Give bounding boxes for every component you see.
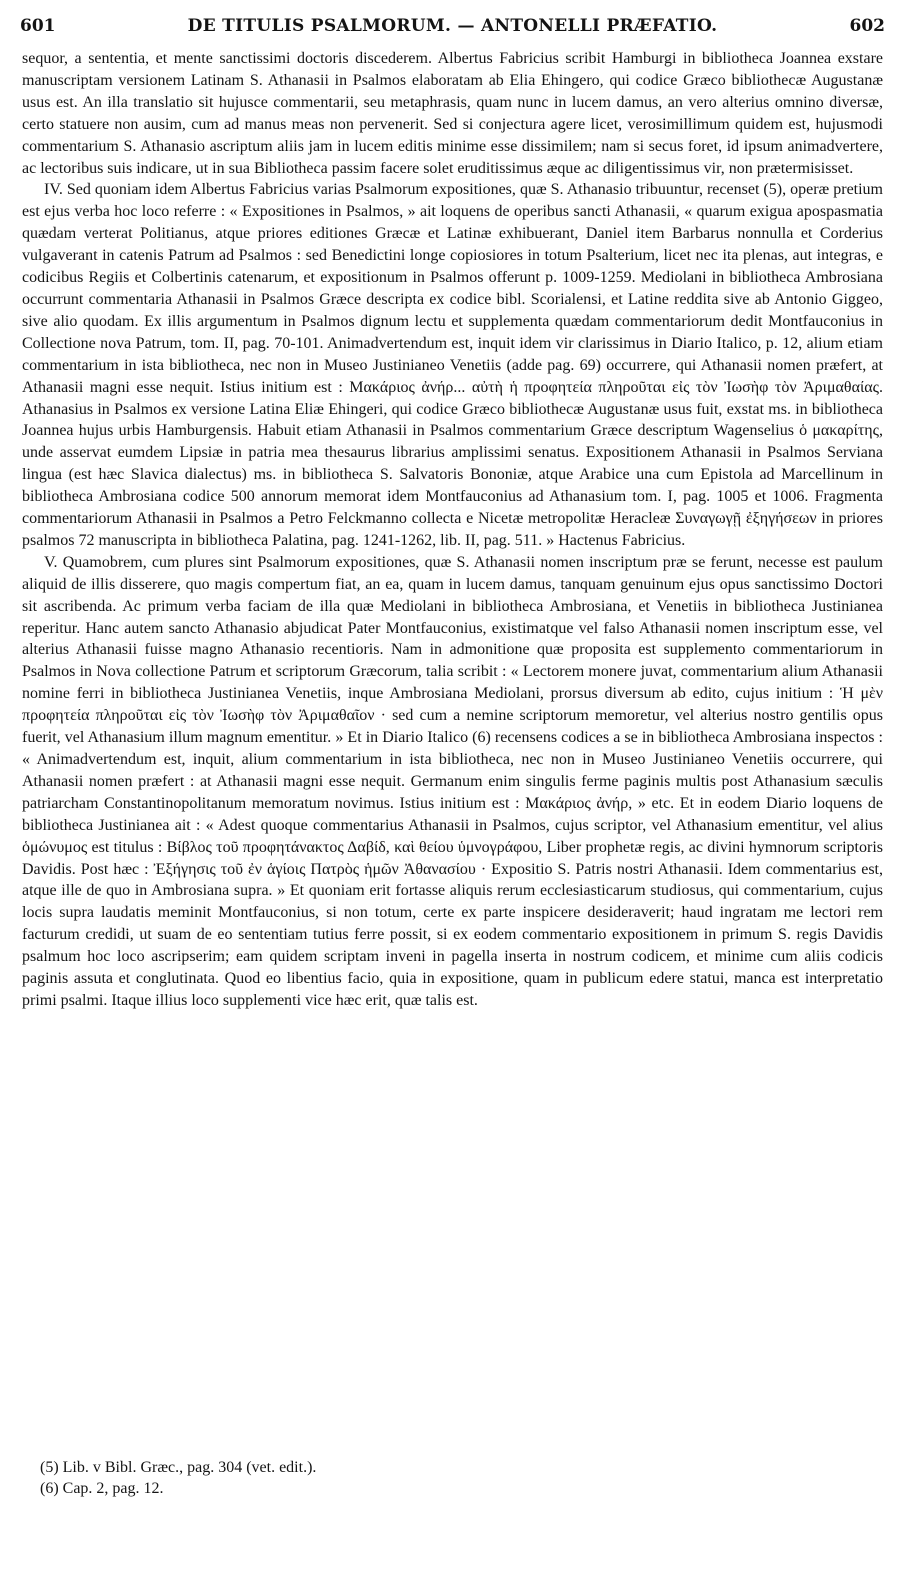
body-text [22,48,883,1012]
page-number-right: 602 [849,16,885,36]
footnote-5: (5) Lib. v Bibl. Græc., pag. 304 (vet. edit.). [40,1459,317,1476]
running-header [20,16,885,42]
paragraph-continuation: sequor, a sententia, et mente sanctissimi doctoris discederem. Albertus Fabricius scribit Hamburgi in bibliotheca Joannea exstare manuscriptam versionem Latinam S. Athanasii in Psalmos elaboratam ab Elia Ehingero, qui codice Græco bibliothecæ Augustanæ usus est. An illa translatio sit hujusce commentarii, seu metaphrasis, quam nunc in lucem damus, an vero alterius omnino diversæ, certo statuere non ausim, cum ad manus meas non pervenerit. Sed si conjectura agere licet, verosimillimum quidem est, hujusmodi commentarium S. Athanasio ascriptum aliis jam in lucem editis minime esse dissimilem; nam si secus foret, id ipsum animadvertere, ac lectoribus suis indicare, ut in sua Bibliotheca passim facere solet eruditissimus æque ac diligentissimus vir, non prætermisisset. [22,50,883,177]
paragraph-v: V. Quamobrem, cum plures sint Psalmorum expositiones, quæ S. Athanasii nomen inscriptum præ se ferunt, necesse est paulum aliquid de illis disserere, quo magis compertum fiat, an ea, quam in lucem damus, tanquam genuinum ejus opus sanctissimo Doctori sit ascribenda. Ac primum verba faciam de illa quæ Mediolani in bibliotheca Ambrosiana, et Venetiis in bibliotheca Justinianea reperitur. Hanc autem sancto Athanasio abjudicat Pater Montfauconius, existimatque vel falso Athanasii nomen inscriptum esse, vel alterius Athanasii fuisse magno Athanasio recentioris. Nam in admonitione quæ proposita est supplemento commentariorum in Psalmos in Nova collectione Patrum et scriptorum Græcorum, talia scribit : « Lectorem monere juvat, commentarium alium Athanasii nomine ferri in bibliotheca Justinianea Venetiis, inque Ambrosiana Mediolani, prorsus diversum ab edito, cujus initium : Ἡ μὲν προφητεία πληροῦται εἰς τὸν Ἰωσὴφ τὸν Ἀριμαθαῖον · sed cum a nemine scriptorum memoretur, vel alterius nostro gentilis opus fuerit, vel Athanasium illum magnum ementitur. » Et in Diario Italico (6) recensens codices a se in bibliotheca Ambrosiana inspectos : « Animadvertendum est, inquit, alium commentarium in ista bibliotheca, nec non in Museo Justinianeo Venetiis occurrere, qui Athanasii nomen præfert : at Athanasii magni esse nequit. Germanum enim singulis ferme paginis multis post Athanasium sæculis patriarcham Constantinopolitanum memoratum novimus. Istius initium est : Μακάριος ἀνήρ, » etc. Et in eodem Diario loquens de bibliotheca Justinianea ait : « Adest quoque commentarius Athanasii in Psalmos, cujus scriptor, vel Athanasium ementitur, vel alius ὁμώνυμος est titulus : Βίβλος τοῦ προφητάνακτος Δαβίδ, καὶ θείου ὑμνογράφου, Liber prophetæ regis, ac divini hymnorum scriptoris Davidis. Post hæc : Ἐξήγησις τοῦ ἐν ἁγίοις Πατρὸς ἡμῶν Ἀθανασίου · Expositio S. Patris nostri Athanasii. Idem commentarius est, atque ille de quo in Ambrosiana supra. » Et quoniam erit fortasse aliquis rerum ecclesiasticarum studiosus, qui commentarium, cujus locis supra laudatis meminit Montfauconius, si non totum, certe ex parte inspicere desideraverit; haud ingratam me lectori rem facturum credidi, ut suam de eo sententiam tutius ferre possit, si ex eodem commentario expositionem in primum S. regis Davidis psalmum hoc loco ascripserim; eam quidem scriptam inveni in pagella inserta in nostrum codicem, et minime cum aliis codicis paginis assuta et conglutinata. Quod eo libentius facio, quia in expositione, quam in publicum edere statui, manca est interpretatio primi psalmi. Itaque illius loco supplementi vice hæc erit, quæ talis est. [22,553,883,1009]
running-title: DE TITULIS PSALMORUM. — ANTONELLI PRÆFATIO. [187,16,718,36]
paragraph-iv: IV. Sed quoniam idem Albertus Fabricius varias Psalmorum expositiones, quæ S. Athanasio tribuuntur, recenset (5), operæ pretium est ejus verba hoc loco referre : « Expositiones in Psalmos, » ait loquens de operibus sancti Athanasii, « quarum exigua apospasmatia quædam verterat Politianus, atque priores editiones Græcæ et Latinæ exhibuerant, Daniel item Barbarus nonnulla et Corderius vulgaverant in catenis Patrum ad Psalmos : sed Benedictini longe copiosiores in totum Psalterium, licet nec ita plenas, aut integras, e codicibus Regiis et Colbertinis catenarum, et expositionum in Psalmos offerunt p. 1009-1259. Mediolani in bibliotheca Ambrosiana occurrunt commentaria Athanasii in Psalmos Græce descripta ex codice bibl. Scorialensi, et Latine reddita sive ab Antonio Giggeo, sive alio quodam. Ex illis argumentum in Psalmos dignum lectu et supplementa quædam commentariorum dedit Montfauconius in Collectione nova Patrum, tom. II, pag. 70-101. Animadvertendum est, inquit idem vir clarissimus in Diario Italico, p. 12, alium etiam commentarium in ista bibliotheca, nec non in Museo Justinianeo Venetiis (adde pag. 69) occurrere, qui Athanasii nomen præfert, at Athanasii magni esse nequit. Istius initium est : Μακάριος ἀνήρ... αὐτὴ ἡ προφητεία πληροῦται εἰς τὸν Ἰωσὴφ τὸν Ἀριμαθαίας. Athanasius in Psalmos ex versione Latina Eliæ Ehingeri, qui codice Græco bibliothecæ Augustanæ usus fuit, exstat ms. in bibliotheca Joannea hujus urbis Hamburgensis. Habuit etiam Athanasii in Psalmos commentarium Græce descriptum Wagenselius ὁ μακαρίτης, unde asservat eumdem Lipsiæ in patria mea thesaurus librarius amplissimi senatus. Expositionem Athanasii in Psalmos Serviana lingua (est hæc Slavica dialectus) ms. in bibliotheca S. Salvatoris Bononiæ, atque Arabice una cum Epistola ad Marcellinum in bibliotheca Ambrosiana codice 500 annorum memorat idem Montfauconius ad Athanasium tom. I, pag. 1005 et 1006. Fragmenta commentariorum Athanasii in Psalmos a Petro Felckmanno collecta e Nicetæ metropolitæ Heracleæ Συναγωγῇ ἐξηγήσεων in priores psalmos 72 manuscripta in bibliotheca Palatina, pag. 1241-1262, lib. II, pag. 511. » Hactenus Fabricius. [22,181,883,549]
footnotes [40,1457,640,1499]
page-number-left: 601 [20,16,56,36]
footnote-6: (6) Cap. 2, pag. 12. [40,1480,164,1497]
